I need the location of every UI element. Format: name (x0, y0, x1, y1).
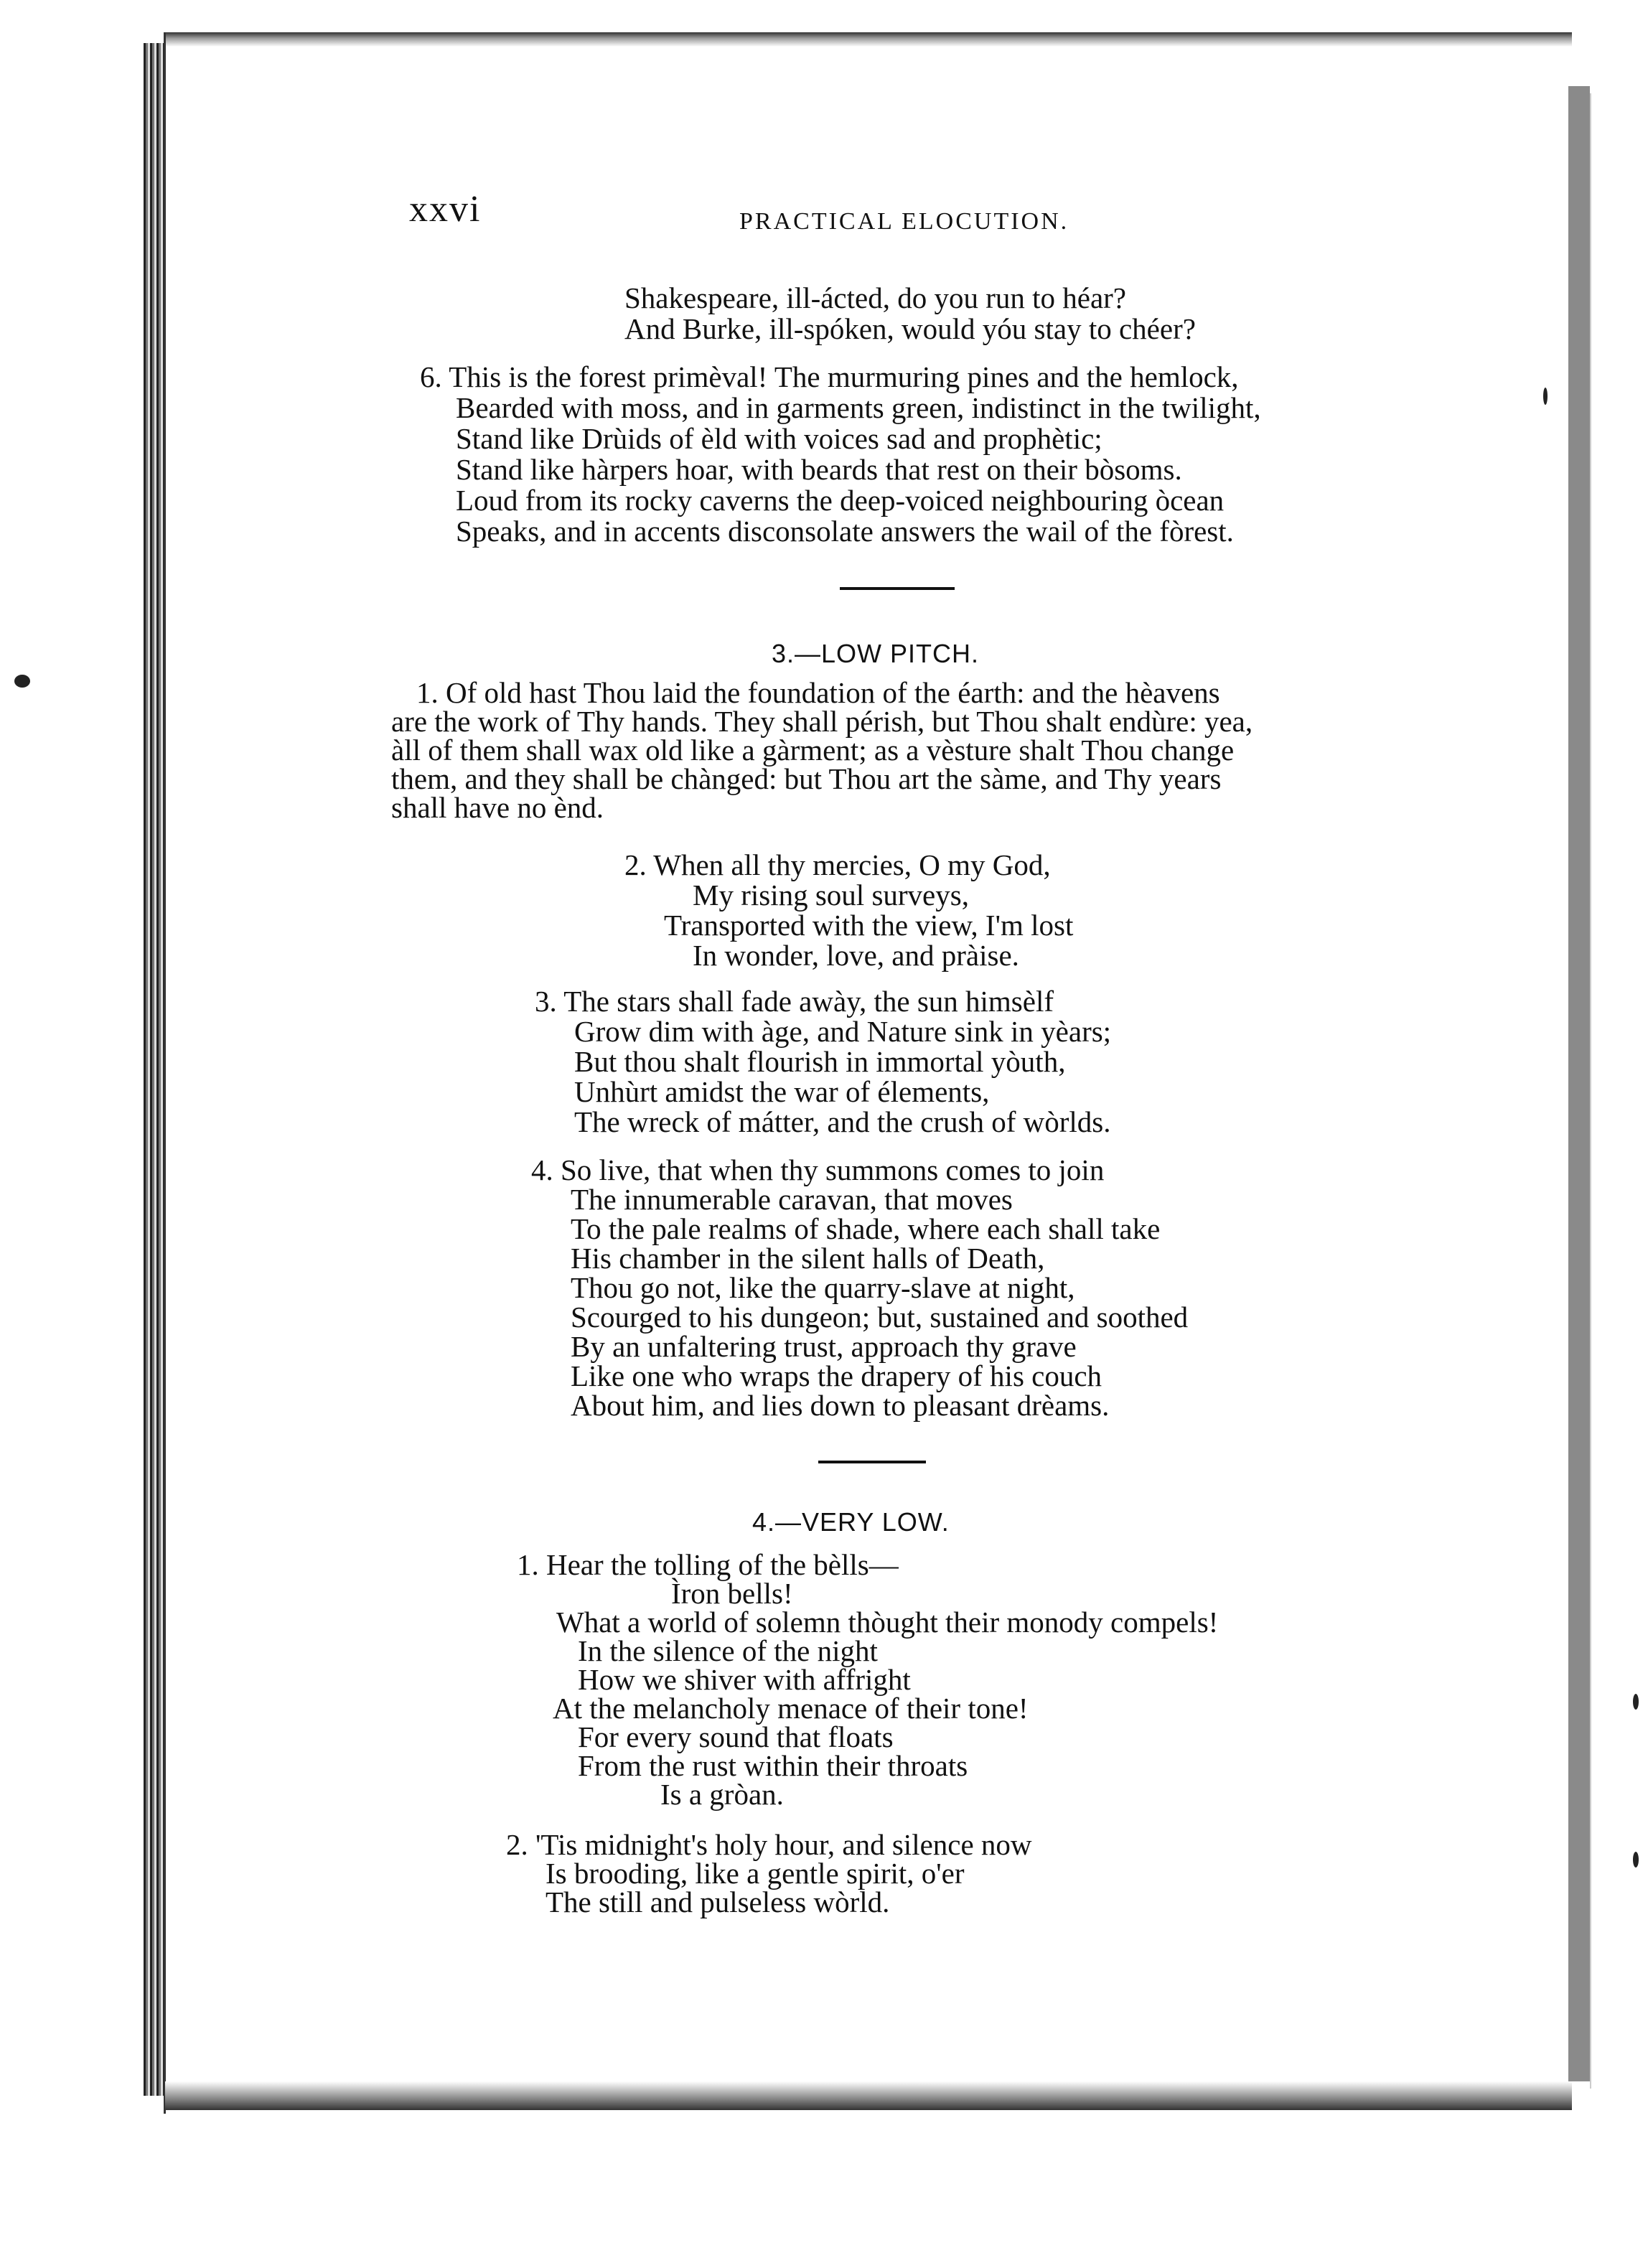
verse-line: 4. So live, that when thy summons comes to join (531, 1153, 1105, 1186)
section-divider (840, 587, 955, 590)
verse-line: Is a gròan. (660, 1778, 784, 1811)
verse-line: Is brooding, like a gentle spirit, o'er (546, 1857, 965, 1890)
page-number: xxvi (409, 189, 482, 230)
verse-line: 2. When all thy mercies, O my God, (624, 848, 1051, 881)
book-edge-line (164, 32, 230, 2114)
verse-line: To the pale realms of shade, where each shall take (571, 1212, 1161, 1245)
intro-line: And Burke, ill-spóken, would yóu stay to chéer? (624, 312, 1196, 345)
verse-line: By an unfaltering trust, approach thy grave (571, 1330, 1077, 1363)
book-top-edge (165, 32, 1572, 47)
verse-line: Like one who wraps the drapery of his couch (571, 1359, 1102, 1392)
verse-line: At the melancholy menace of their tone! (553, 1692, 1029, 1725)
verse-line: Bearded with moss, and in garments green, indistinct in the twilight, (456, 391, 1261, 424)
section-heading: 4.—VERY LOW. (752, 1507, 950, 1537)
verse-line: In wonder, love, and pràise. (693, 939, 1019, 972)
verse-line: About him, and lies down to pleasant drèams. (571, 1389, 1110, 1422)
prose-line: 1. Of old hast Thou laid the foundation of the éarth: and the hèavens (416, 676, 1220, 709)
verse-line: But thou shalt flourish in immortal yòuth, (574, 1045, 1066, 1078)
facing-page-sliver (1590, 93, 1648, 2089)
verse-line: The innumerable caravan, that moves (571, 1183, 1013, 1216)
speck (1633, 1694, 1639, 1710)
verse-line: Loud from its rocky caverns the deep-voiced neighbouring òcean (456, 484, 1225, 517)
speck (14, 675, 30, 688)
verse-line: My rising soul surveys, (693, 878, 969, 912)
section-divider (818, 1461, 926, 1463)
book-bottom-edge (165, 2081, 1572, 2110)
verse-line: From the rust within their throats (578, 1749, 968, 1782)
verse-line: 2. 'Tis midnight's holy hour, and silence now (506, 1828, 1032, 1861)
running-title: PRACTICAL ELOCUTION. (739, 208, 1069, 235)
prose-line: shall have no ènd. (391, 791, 604, 824)
verse-line: His chamber in the silent halls of Death, (571, 1242, 1045, 1275)
verse-line: What a world of solemn thòught their monody compels! (556, 1606, 1219, 1639)
verse-line: How we shiver with affright (578, 1663, 911, 1696)
verse-line: For every sound that floats (578, 1720, 894, 1753)
verse-line: 1. Hear the tolling of the bèlls— (517, 1548, 899, 1581)
verse-line: Transported with the view, I'm lost (664, 909, 1074, 942)
verse-line: Scourged to his dungeon; but, sustained and soothed (571, 1301, 1189, 1334)
intro-line: Shakespeare, ill-ácted, do you run to héar? (624, 281, 1127, 314)
prose-line: àll of them shall wax old like a gàrment; as a vèsture shalt Thou change (391, 734, 1235, 767)
verse-line: Stand like Drùids of èld with voices sad and prophètic; (456, 422, 1102, 455)
prose-line: them, and they shall be chànged: but Thou art the sàme, and Thy years (391, 762, 1222, 795)
verse-line: In the silence of the night (578, 1634, 878, 1667)
verse-line: Speaks, and in accents disconsolate answers the wail of the fòrest. (456, 515, 1234, 548)
prose-line: are the work of Thy hands. They shall pérish, but Thou shalt endùre: yea, (391, 705, 1253, 738)
gutter-shadow (1568, 86, 1590, 2081)
verse-line: The still and pulseless wòrld. (546, 1885, 890, 1918)
verse-line: The wreck of mátter, and the crush of wòrlds. (574, 1105, 1111, 1138)
verse-line: 6. This is the forest primèval! The murmuring pines and the hemlock, (420, 360, 1239, 393)
verse-line: 3. The stars shall fade awày, the sun himsèlf (535, 985, 1054, 1018)
book-page-edges (144, 43, 165, 2096)
verse-line: Stand like hàrpers hoar, with beards that rest on their bòsoms. (456, 453, 1182, 486)
section-heading: 3.—LOW PITCH. (772, 639, 980, 668)
verse-line: Grow dim with àge, and Nature sink in yèars; (574, 1015, 1112, 1048)
speck (1633, 1852, 1639, 1868)
verse-line: Ìron bells! (671, 1577, 793, 1610)
speck (1543, 388, 1548, 405)
verse-line: Thou go not, like the quarry-slave at night, (571, 1271, 1075, 1304)
verse-line: Unhùrt amidst the war of élements, (574, 1075, 990, 1108)
